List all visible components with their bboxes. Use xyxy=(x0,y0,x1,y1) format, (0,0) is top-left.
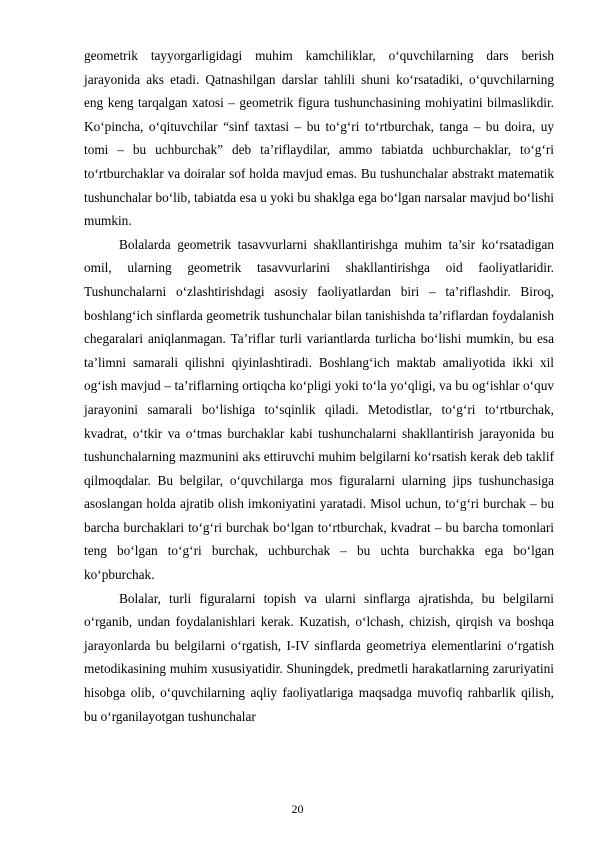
page-number: 20 xyxy=(291,802,304,816)
paragraph-2: Bolalarda geometrik tasavvurlarni shakllantirishga muhim ta’sir ko‘rsatadigan omil, ularning geometrik tasavvurlarini shakllantirishga oid faoliyatlaridir. Tushunchalarni o‘zlashtirishdagi asosiy faoliyatlardan biri – ta’riflashdir. Biroq, boshlang‘ich sinflarda geometrik tushunchalar bilan tanishishda ta’riflardan foydalanish chegaralari aniqlanmagan. Ta’riflar turli variantlarda turlicha bo‘lishi mumkin, bu esa ta’limni samarali qilishni qiyinlashtiradi. Boshlang‘ich maktab amaliyotida ikki xil og‘ish mavjud – ta’riflarning ortiqcha ko‘pligi yoki to‘la yo‘qligi, va bu og‘ishlar o‘quv jarayonini samarali bo‘lishiga to‘sqinlik qiladi. Metodistlar, to‘g‘ri to‘rtburchak, kvadrat, o‘tkir va o‘tmas burchaklar kabi tushunchalarni shakllantirish jarayonida bu tushunchalarning mazmunini aks ettiruvchi muhim belgilarni ko‘rsatish kerak deb taklif qilmoqdalar. Bu belgilar, o‘quvchilarga mos figuralarni ularning jips tushunchasiga asoslangan holda ajratib olish imkoniyatini yaratadi. Misol uchun, to‘g‘ri burchak – bu barcha burchaklari to‘g‘ri burchak bo‘lgan to‘rtburchak, kvadrat – bu barcha tomonlari teng bo‘lgan to‘g‘ri burchak, uchburchak – bu uchta burchakka ega bo‘lgan ko‘pburchak. xyxy=(84,236,554,583)
paragraph-1: geometrik tayyorgarligidagi muhim kamchiliklar, o‘quvchilarning dars berish jarayonida aks etadi. Qatnashilgan darslar tahlili shuni ko‘rsatadiki, o‘quvchilarning eng keng tarqalgan xatosi – geometrik figura tushunchasining mohiyatini bilmaslikdir. Ko‘pincha, o‘qituvchilar “sinf taxtasi – bu to‘g‘ri to‘rtburchak, tanga – bu doira, uy tomi – bu uchburchak” deb ta’riflaydilar, ammo tabiatda uchburchaklar, to‘g‘ri to‘rtburchaklar va doiralar sof holda mavjud emas. Bu tushunchalar abstrakt matematik tushunchalar bo‘lib, tabiatda esa u yoki bu shaklga ega bo‘lgan narsalar mavjud bo‘lishi mumkin. xyxy=(84,48,554,229)
paragraph-3: Bolalar, turli figuralarni topish va ularni sinflarga ajratishda, bu belgilarni o‘rganib, undan foydalanishlari kerak. Kuzatish, o‘lchash, chizish, qirqish va boshqa jarayonlarda bu belgilarni o‘rgatish, I-IV sinflarda geometriya elementlarini o‘rgatish metodikasining muhim xususiyatidir. Shuningdek, predmetli harakatlarning zaruriyatini hisobga olib, o‘quvchilarning aqliy faoliyatlariga maqsadga muvofiq rahbarlik qilish, bu o‘rganilayotgan tushunchalar xyxy=(84,590,554,724)
body-text xyxy=(84,44,554,728)
